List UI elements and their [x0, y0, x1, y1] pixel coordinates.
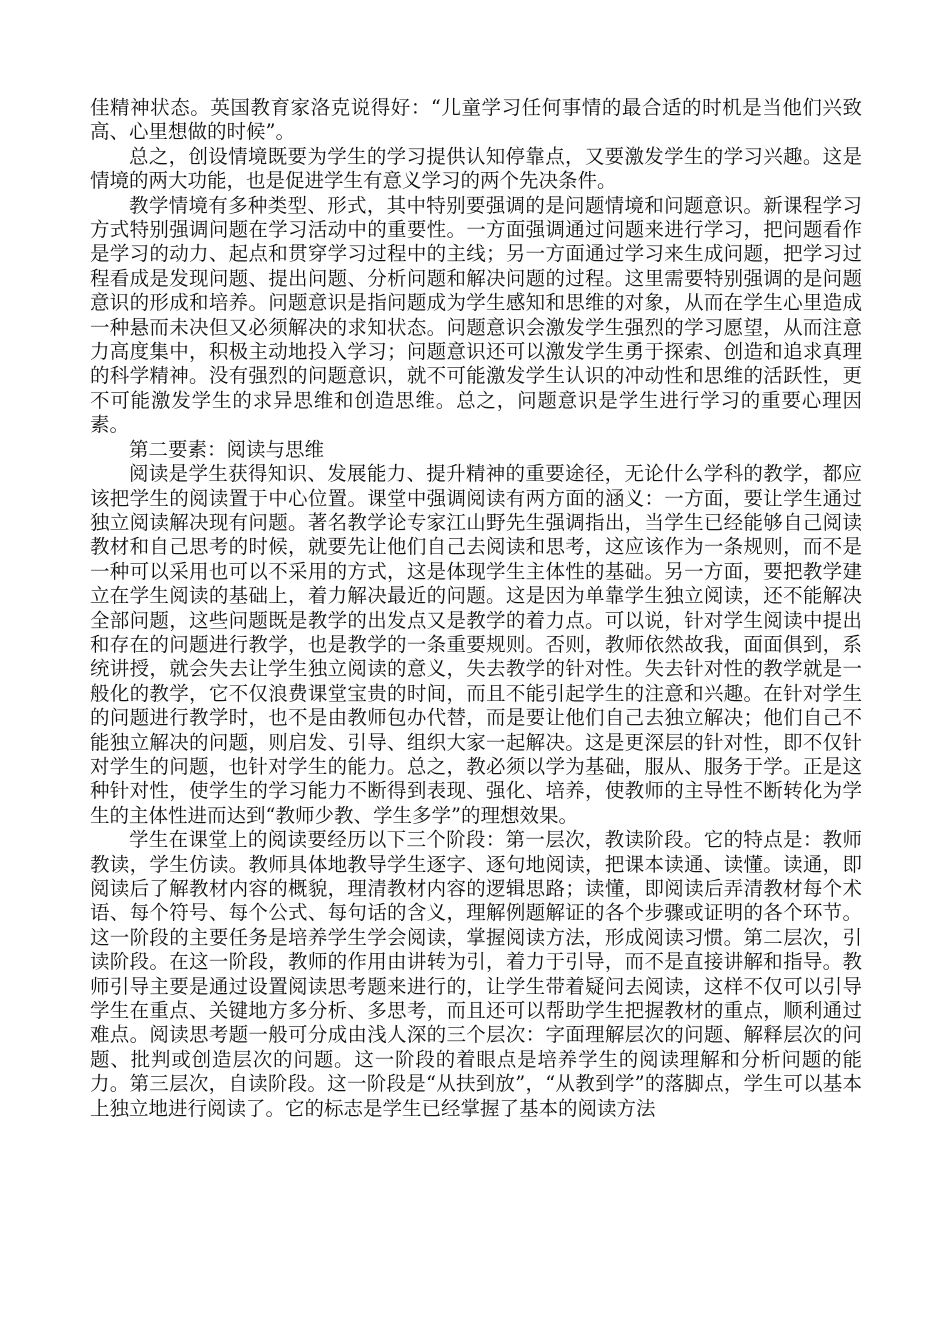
paragraph-summary: 总之，创设情境既要为学生的学习提供认知停靠点，又要激发学生的学习兴趣。这是情境的两大功能，也是促进学生有意义学习的两个先决条件。: [90, 144, 862, 193]
paragraph-reading: 阅读是学生获得知识、发展能力、提升精神的重要途径，无论什么学科的教学，都应该把学生的阅读置于中心位置。课堂中强调阅读有两方面的涵义：一方面，要让学生通过独立阅读解决现有问题。著名教学论专家江山野先生强调指出，当学生已经能够自己阅读教材和自己思考的时候，就要先让他们自己去阅读和思考，这应该作为一条规则，而不是一种可以采用也可以不采用的方式，这是体现学生主体性的基础。另一方面，要把教学建立在学生阅读的基础上，着力解决最近的问题。这是因为单靠学生独立阅读，还不能解决全部问题，这些问题既是教学的出发点又是教学的着力点。可以说，针对学生阅读中提出和存在的问题进行教学，也是教学的一条重要规则。否则，教师依然故我，面面俱到，系统讲授，就会失去让学生独立阅读的意义，失去教学的针对性。失去针对性的教学就是一般化的教学，它不仅浪费课堂宝贵的时间，而且不能引起学生的注意和兴趣。在针对学生的问题进行教学时，也不是由教师包办代替，而是要让他们自己去独立解决；他们自己不能独立解决的问题，则启发、引导、组织大家一起解决。这是更深层的针对性，即不仅针对学生的问题，也针对学生的能力。总之，教必须以学为基础，服从、服务于学。正是这种针对性，使学生的学习能力不断得到表现、强化、培养，使教师的主导性不断转化为学生的主体性进而达到“教师少教、学生多学”的理想效果。: [90, 462, 862, 827]
document-page: [90, 96, 862, 1121]
paragraph-reading-stages: 学生在课堂上的阅读要经历以下三个阶段：第一层次，教读阶段。它的特点是：教师教读，学生仿读。教师具体地教导学生逐字、逐句地阅读，把课本读通、读懂。读通，即阅读后了解教材内容的概貌，理清教材内容的逻辑思路；读懂，即阅读后弄清教材每个术语、每个符号、每个公式、每句话的含义，理解例题解证的各个步骤或证明的各个环节。这一阶段的主要任务是培养学生学会阅读，掌握阅读方法，形成阅读习惯。第二层次，引读阶段。在这一阶段，教师的作用由讲转为引，着力于引导，而不是直接讲解和指导。教师引导主要是通过设置阅读思考题来进行的，让学生带着疑问去阅读，这样不仅可以引导学生在重点、关键地方多分析、多思考，而且还可以帮助学生把握教材的重点，顺利通过难点。阅读思考题一般可分成由浅人深的三个层次：字面理解层次的问题、解释层次的问题、批判或创造层次的问题。这一阶段的着眼点是培养学生的阅读理解和分析问题的能力。第三层次，自读阶段。这一阶段是“从扶到放”，“从教到学”的落脚点，学生可以基本上独立地进行阅读了。它的标志是学生已经掌握了基本的阅读方法: [90, 828, 862, 1120]
paragraph-problem-awareness: 教学情境有多种类型、形式，其中特别要强调的是问题情境和问题意识。新课程学习方式特别强调问题在学习活动中的重要性。一方面强调通过问题来进行学习，把问题看作是学习的动力、起点和贯穿学习过程中的主线；另一方面通过学习来生成问题，把学习过程看成是发现问题、提出问题、分析问题和解决问题的过程。这里需要特别强调的是问题意识的形成和培养。问题意识是指问题成为学生感知和思维的对象，从而在学生心里造成一种悬而未决但又必须解决的求知状态。问题意识会激发学生强烈的学习愿望，从而注意力高度集中，积极主动地投入学习；问题意识还可以激发学生勇于探索、创造和追求真理的科学精神。没有强烈的问题意识，就不可能激发学生认识的冲动性和思维的活跃性，更不可能激发学生的求异思维和创造思维。总之，问题意识是学生进行学习的重要心理因素。: [90, 193, 862, 437]
section-heading: 第二要素：阅读与思维: [129, 437, 325, 461]
paragraph-continuation: 佳精神状态。英国教育家洛克说得好：“儿童学习任何事情的最合适的时机是当他们兴致高、心里想做的时候”。: [90, 96, 862, 144]
